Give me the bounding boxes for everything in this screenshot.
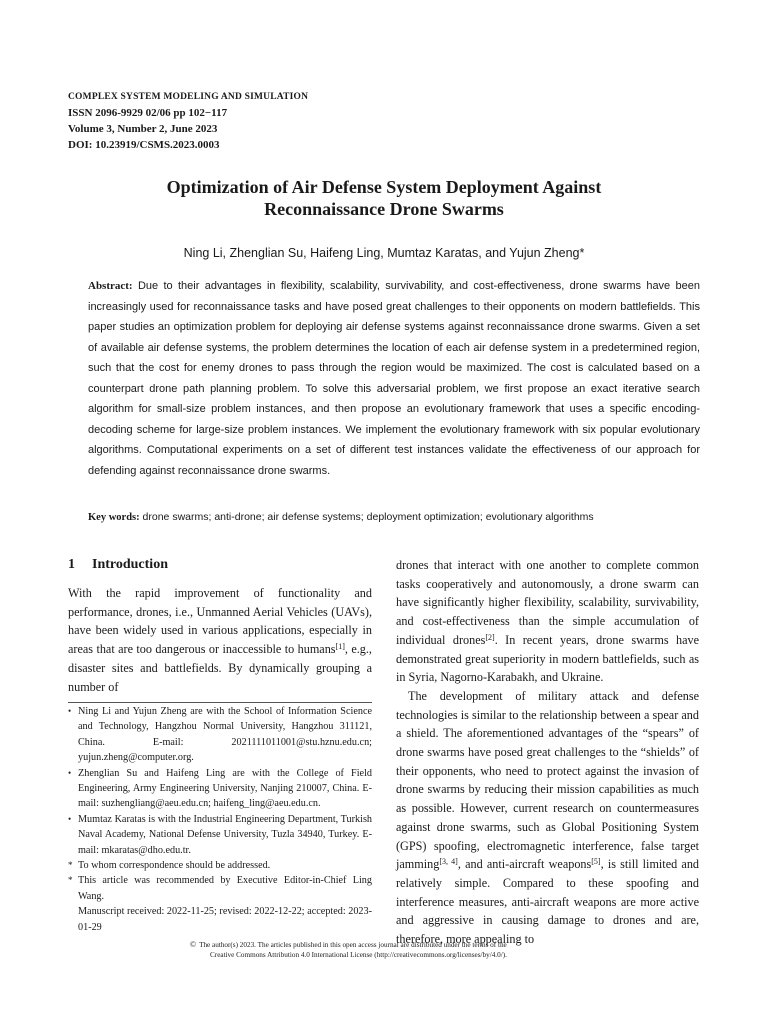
copyright-icon: © xyxy=(190,940,197,949)
paper-title-line-2: Reconnaissance Drone Swarms xyxy=(264,199,504,219)
right-column xyxy=(396,556,699,949)
section-number: 1 xyxy=(68,557,75,572)
paper-title-line-1: Optimization of Air Defense System Deployment Against xyxy=(166,177,602,197)
footnote-marker: * xyxy=(68,875,73,886)
journal-doi: DOI: 10.23919/CSMS.2023.0003 xyxy=(68,139,220,151)
footnote-text: Mumtaz Karatas is with the Industrial Engineering Department, Turkish Naval Academy, National Defense University, Tuzla 34940, Turkey. E-mail: mkaratas@dho.edu.tr. xyxy=(78,813,372,856)
journal-volume: Volume 3, Number 2, June 2023 xyxy=(68,123,218,135)
footnote-marker: • xyxy=(68,767,72,778)
footnote-text: This article was recommended by Executive Editor-in-Chief Ling Wang. xyxy=(78,875,372,902)
intro-p2-text-a: drones that interact with one another to complete common tasks cooperatively and autonomously, a drone swarm can have significantly higher flexibility, scalability, survivability, and cost-effectiveness than the simple accumulation of individual drones xyxy=(396,558,699,647)
intro-p1-text-b: , e.g., disaster sites and battlefields. By dynamically grouping a number of xyxy=(68,642,372,694)
citation-ref[interactable]: [5] xyxy=(591,857,601,867)
footnote xyxy=(68,812,372,858)
left-column xyxy=(68,557,372,696)
paper-title xyxy=(60,176,708,220)
intro-p2-text-b: . In recent years, drone swarms have demonstrated great superiority in modern battlefields, such as in Syria, Nagorno-Karabakh, and Ukraine. xyxy=(396,632,700,685)
citation-ref[interactable]: [2] xyxy=(485,632,495,642)
footnote-text: Zhenglian Su and Haifeng Ling are with the College of Field Engineering, Army Engineering University, Nanjing 210007, China. E-mail: suzhengliang@aeu.edu.cn; haifeng_ling@aeu.edu.cn. xyxy=(78,767,372,810)
intro-paragraph-1 xyxy=(68,584,372,696)
intro-paragraph-3 xyxy=(396,687,699,949)
keywords-text: drone swarms; anti-drone; air defense systems; deployment optimization; evolutionary algorithms xyxy=(142,511,594,523)
footnote xyxy=(68,704,372,766)
intro-p3-text-b: , and anti-aircraft weapons xyxy=(457,857,592,872)
license-line-1 xyxy=(190,940,590,950)
keywords-label: Key words: xyxy=(88,512,140,523)
keywords xyxy=(88,511,708,523)
footnote xyxy=(68,858,372,873)
journal-issn: ISSN 2096-9929 02/06 pp 102−117 xyxy=(68,107,228,119)
license-notice xyxy=(190,940,590,960)
intro-paragraph-2 xyxy=(396,556,699,687)
manuscript-dates: Manuscript received: 2022-11-25; revised: 2022-12-22; accepted: 2023-01-29 xyxy=(78,906,372,933)
footnote-text: To whom correspondence should be addressed. xyxy=(78,860,271,872)
citation-ref[interactable]: [1] xyxy=(335,642,345,652)
section-heading xyxy=(68,557,372,573)
footnote-marker: • xyxy=(68,706,72,716)
abstract-text: Due to their advantages in flexibility, scalability, survivability, and cost-effectiveness, drone swarms have been increasingly used for reconnaissance tasks and have posed great challenges to their opponents on modern battlefields. This paper studies an optimization problem for deploying air defense systems against reconnaissance drone swarms. Given a set of available air defense systems, the problem determines the location of each air defense system in a predetermined region, such that the cost for enemy drones to pass through the region would be maximized. The cost is calculated based on a counterpart drone path planning problem. To solve this adversarial problem, we first propose an exact iterative search algorithm for small-size problem instances, and then propose an evolutionary framework that uses a specific encoding-decoding scheme for large-size problem instances. We implement the evolutionary framework with six popular evolutionary algorithms. Computational experiments on a set of different test instances validate the effectiveness of our approach for defending against reconnaissance drone swarms. xyxy=(88,280,700,477)
abstract xyxy=(88,276,700,481)
footnote xyxy=(68,873,372,904)
section-title: Introduction xyxy=(92,557,168,572)
citation-ref[interactable]: [3, 4] xyxy=(439,857,458,867)
intro-p1-text-a: With the rapid improvement of functionality and performance, drones, i.e., Unmanned Aerial Vehicles (UAVs), have been widely used in various applications, especially in areas that are too dangerous or inaccessible to humans xyxy=(68,586,372,657)
intro-p3-text-c: , is still limited and relatively simple. Compared to these spoofing and interference measures, anti-aircraft weapons are more active and aggressive in causing damage to drones and are, therefore, more appealing to xyxy=(396,857,700,947)
footnote-divider xyxy=(68,702,372,703)
abstract-label: Abstract: xyxy=(88,280,133,292)
footnote-marker xyxy=(68,904,78,935)
license-line-2[interactable]: Creative Commons Attribution 4.0 International License (http://creativecommons.org/licenses/by/4.0/). xyxy=(210,951,507,959)
author-list: Ning Li, Zhenglian Su, Haifeng Ling, Mumtaz Karatas, and Yujun Zheng* xyxy=(183,246,585,260)
footnote-marker: * xyxy=(68,860,73,871)
footnote-text: Ning Li and Yujun Zheng are with the School of Information Science and Technology, Hangzhou Normal University, Hangzhou 311121, China. E-mail: 2021111011001@stu.hznu.edu.cn; yujun.zheng@computer.org. xyxy=(78,706,372,764)
intro-p3-text-a: The development of military attack and defense technologies is similar to the relationship between a spear and a shield. The aforementioned advantages of the “spears” of drone swarms have posed great challenges to the “shields” of their opponents, who need to protect against the invasion of drone swarms by reducing their mission capabilities as much as possible. However, current research on countermeasures against drone swarms, such as Global Positioning System (GPS) spoofing, electromagnetic interference, false target jamming xyxy=(396,688,699,872)
footnote xyxy=(68,904,372,935)
footnotes xyxy=(68,704,372,935)
footnote xyxy=(68,766,372,812)
license-text-1: The author(s) 2023. The articles published in this open access journal are distributed under the terms of the xyxy=(199,941,507,949)
journal-header xyxy=(68,89,308,153)
journal-name: COMPLEX SYSTEM MODELING AND SIMULATION xyxy=(68,92,309,102)
footnote-marker: • xyxy=(68,813,72,824)
